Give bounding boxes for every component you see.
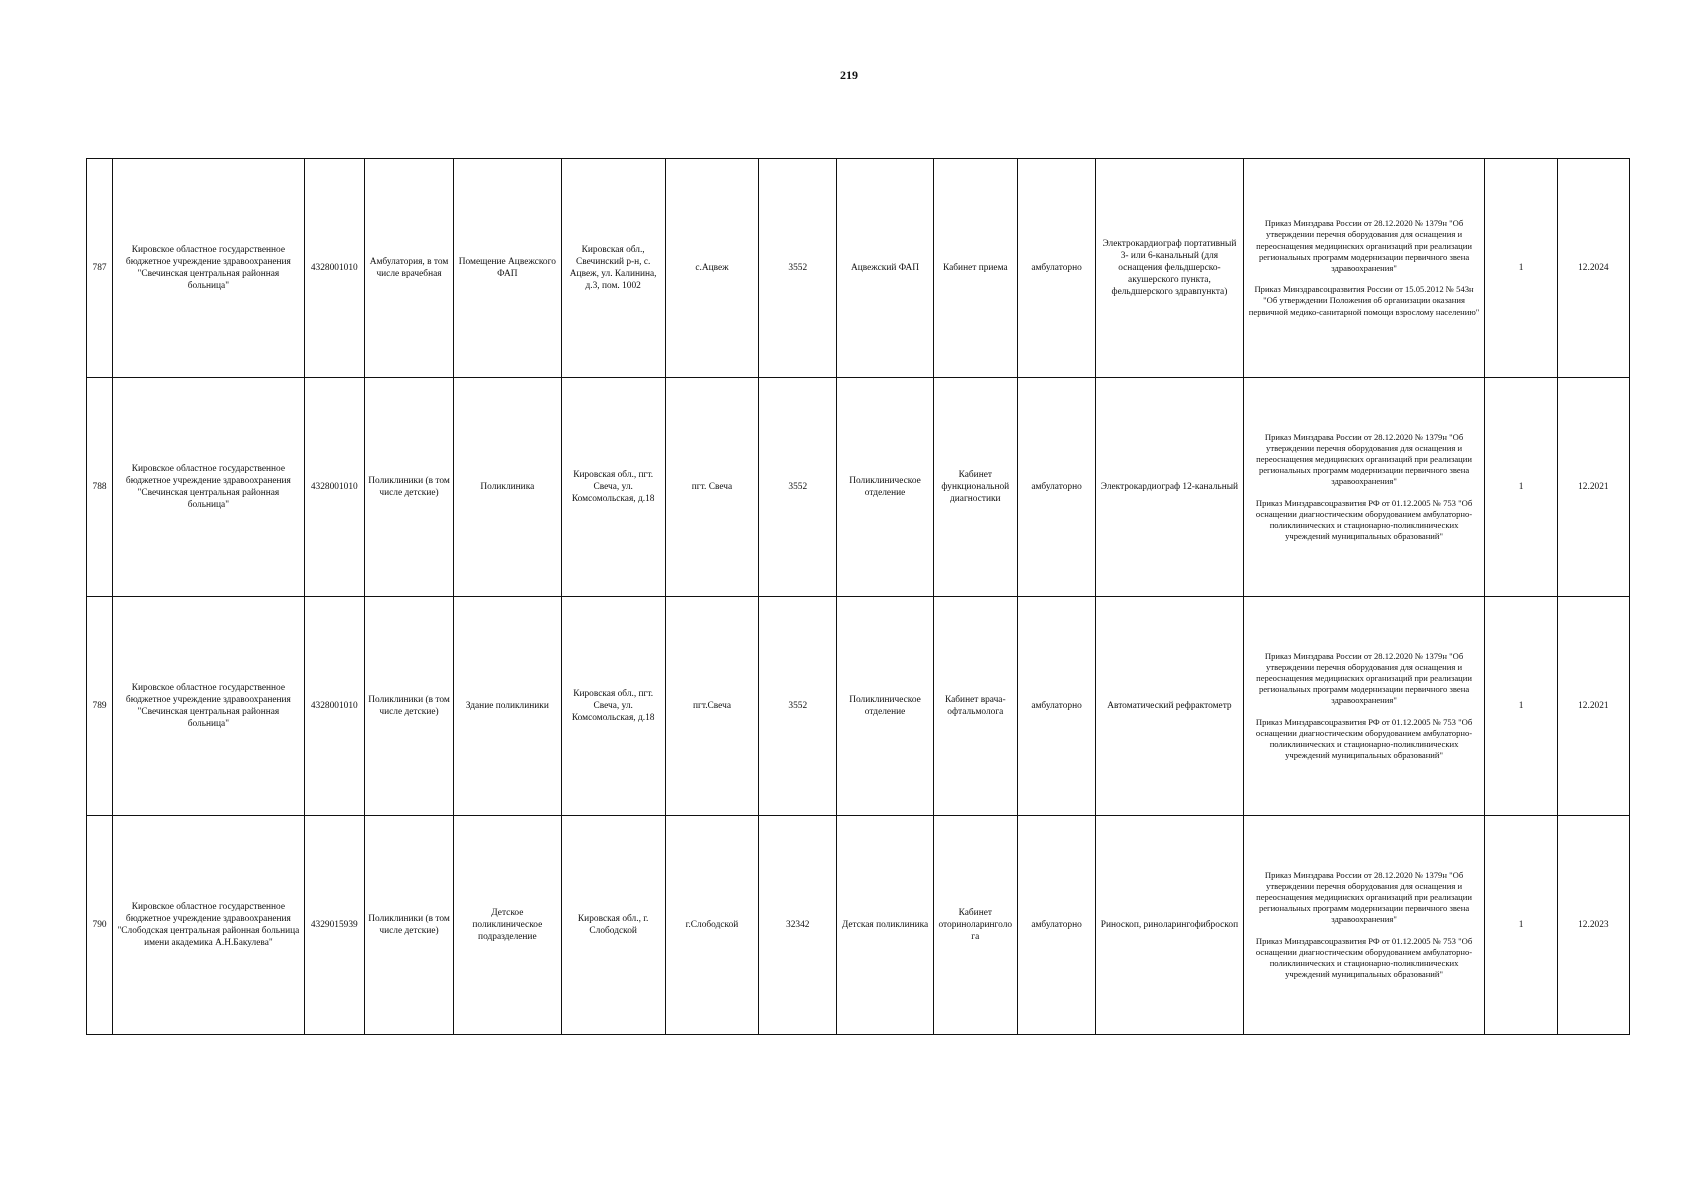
row-number: 790 bbox=[87, 816, 113, 1035]
organization-name: Кировское областное государственное бюджетное учреждение здравоохранения "Слободская центральная районная больница имени академика А.Н.Бакулева" bbox=[113, 816, 305, 1035]
address: Кировская обл., Свечинский р-н, с. Ацвеж, ул. Калинина, д.3, пом. 1002 bbox=[561, 159, 665, 378]
table-row bbox=[87, 159, 1630, 378]
equipment-table bbox=[86, 158, 1630, 1035]
building-name: Поликлиника bbox=[454, 378, 561, 597]
delivery-date: 12.2024 bbox=[1557, 159, 1629, 378]
population: 32342 bbox=[759, 816, 837, 1035]
population: 3552 bbox=[759, 597, 837, 816]
organization-code: 4328001010 bbox=[304, 159, 364, 378]
equipment-name: Электрокардиограф 12-канальный bbox=[1096, 378, 1243, 597]
regulatory-orders bbox=[1243, 159, 1485, 378]
equipment-name: Автоматический рефрактометр bbox=[1096, 597, 1243, 816]
care-form: амбулаторно bbox=[1017, 378, 1095, 597]
care-form: амбулаторно bbox=[1017, 816, 1095, 1035]
regulatory-order: Приказ Минздравсоцразвития РФ от 01.12.2005 № 753 "Об оснащении диагностическим оборудованием амбулаторно-поликлинических и стационарно-поликлинических учреждений муниципальных образований" bbox=[1255, 716, 1473, 761]
regulatory-order: Приказ Минздрава России от 28.12.2020 № 1379н "Об утверждении перечня оборудования для оснащения и переоснащения медицинских организаций при реализации региональных программ модернизации первичного звена здравоохранения" bbox=[1256, 218, 1472, 273]
room: Кабинет врача-офтальмолога bbox=[933, 597, 1017, 816]
room: Кабинет функциональной диагностики bbox=[933, 378, 1017, 597]
population: 3552 bbox=[759, 159, 837, 378]
row-number: 789 bbox=[87, 597, 113, 816]
locality: г.Слободской bbox=[665, 816, 758, 1035]
delivery-date: 12.2021 bbox=[1557, 378, 1629, 597]
unit-type: Поликлиники (в том числе детские) bbox=[364, 816, 453, 1035]
room: Кабинет приема bbox=[933, 159, 1017, 378]
table-row bbox=[87, 597, 1630, 816]
address: Кировская обл., пгт. Свеча, ул. Комсомольская, д.18 bbox=[561, 597, 665, 816]
regulatory-order: Приказ Минздравсоцразвития РФ от 01.12.2005 № 753 "Об оснащении диагностическим оборудованием амбулаторно-поликлинических и стационарно-поликлинических учреждений муниципальных образований" bbox=[1255, 935, 1473, 980]
locality: с.Ацвеж bbox=[665, 159, 758, 378]
organization-code: 4328001010 bbox=[304, 378, 364, 597]
quantity: 1 bbox=[1485, 597, 1557, 816]
locality: пгт. Свеча bbox=[665, 378, 758, 597]
row-number: 788 bbox=[87, 378, 113, 597]
regulatory-orders bbox=[1243, 378, 1485, 597]
locality: пгт.Свеча bbox=[665, 597, 758, 816]
organization-name: Кировское областное государственное бюджетное учреждение здравоохранения "Свечинская центральная районная больница" bbox=[113, 159, 305, 378]
building-name: Здание поликлиники bbox=[454, 597, 561, 816]
quantity: 1 bbox=[1485, 159, 1557, 378]
regulatory-order: Приказ Минздрава России от 28.12.2020 № 1379н "Об утверждении перечня оборудования для оснащения и переоснащения медицинских организаций при реализации региональных программ модернизации первичного звена здравоохранения" bbox=[1256, 431, 1472, 487]
organization-code: 4329015939 bbox=[304, 816, 364, 1035]
equipment-name: Электрокардиограф портативный 3- или 6-канальный (для оснащения фельдшерско-акушерского пункта, фельдшерского здравпункта) bbox=[1096, 159, 1243, 378]
address: Кировская обл., пгт. Свеча, ул. Комсомольская, д.18 bbox=[561, 378, 665, 597]
regulatory-order: Приказ Минздрава России от 28.12.2020 № 1379н "Об утверждении перечня оборудования для оснащения и переоснащения медицинских организаций при реализации региональных программ модернизации первичного звена здравоохранения" bbox=[1256, 650, 1472, 706]
address: Кировская обл., г. Слободской bbox=[561, 816, 665, 1035]
department: Ацвежский ФАП bbox=[837, 159, 933, 378]
organization-code: 4328001010 bbox=[304, 597, 364, 816]
building-name: Детское поликлиническое подразделение bbox=[454, 816, 561, 1035]
department: Детская поликлиника bbox=[837, 816, 933, 1035]
room: Кабинет оториноларинголога bbox=[933, 816, 1017, 1035]
regulatory-order: Приказ Минздравсоцразвития России от 15.05.2012 № 543н "Об утверждении Положения об организации оказания первичной медико-санитарной помощи взрослому населению" bbox=[1248, 284, 1480, 317]
equipment-name: Риноскоп, риноларингофиброскоп bbox=[1096, 816, 1243, 1035]
unit-type: Амбулатория, в том числе врачебная bbox=[364, 159, 453, 378]
care-form: амбулаторно bbox=[1017, 597, 1095, 816]
delivery-date: 12.2021 bbox=[1557, 597, 1629, 816]
quantity: 1 bbox=[1485, 816, 1557, 1035]
building-name: Помещение Ацвежского ФАП bbox=[454, 159, 561, 378]
quantity: 1 bbox=[1485, 378, 1557, 597]
regulatory-order: Приказ Минздрава России от 28.12.2020 № 1379н "Об утверждении перечня оборудования для оснащения и переоснащения медицинских организаций при реализации региональных программ модернизации первичного звена здравоохранения" bbox=[1256, 869, 1472, 925]
unit-type: Поликлиники (в том числе детские) bbox=[364, 597, 453, 816]
unit-type: Поликлиники (в том числе детские) bbox=[364, 378, 453, 597]
regulatory-order: Приказ Минздравсоцразвития РФ от 01.12.2005 № 753 "Об оснащении диагностическим оборудованием амбулаторно-поликлинических и стационарно-поликлинических учреждений муниципальных образований" bbox=[1255, 497, 1473, 542]
row-number: 787 bbox=[87, 159, 113, 378]
department: Поликлиническое отделение bbox=[837, 597, 933, 816]
table-row bbox=[87, 816, 1630, 1035]
regulatory-orders bbox=[1243, 597, 1485, 816]
delivery-date: 12.2023 bbox=[1557, 816, 1629, 1035]
department: Поликлиническое отделение bbox=[837, 378, 933, 597]
population: 3552 bbox=[759, 378, 837, 597]
organization-name: Кировское областное государственное бюджетное учреждение здравоохранения "Свечинская центральная районная больница" bbox=[113, 378, 305, 597]
table-row bbox=[87, 378, 1630, 597]
care-form: амбулаторно bbox=[1017, 159, 1095, 378]
organization-name: Кировское областное государственное бюджетное учреждение здравоохранения "Свечинская центральная районная больница" bbox=[113, 597, 305, 816]
regulatory-orders bbox=[1243, 816, 1485, 1035]
page-number: 219 bbox=[840, 68, 858, 82]
